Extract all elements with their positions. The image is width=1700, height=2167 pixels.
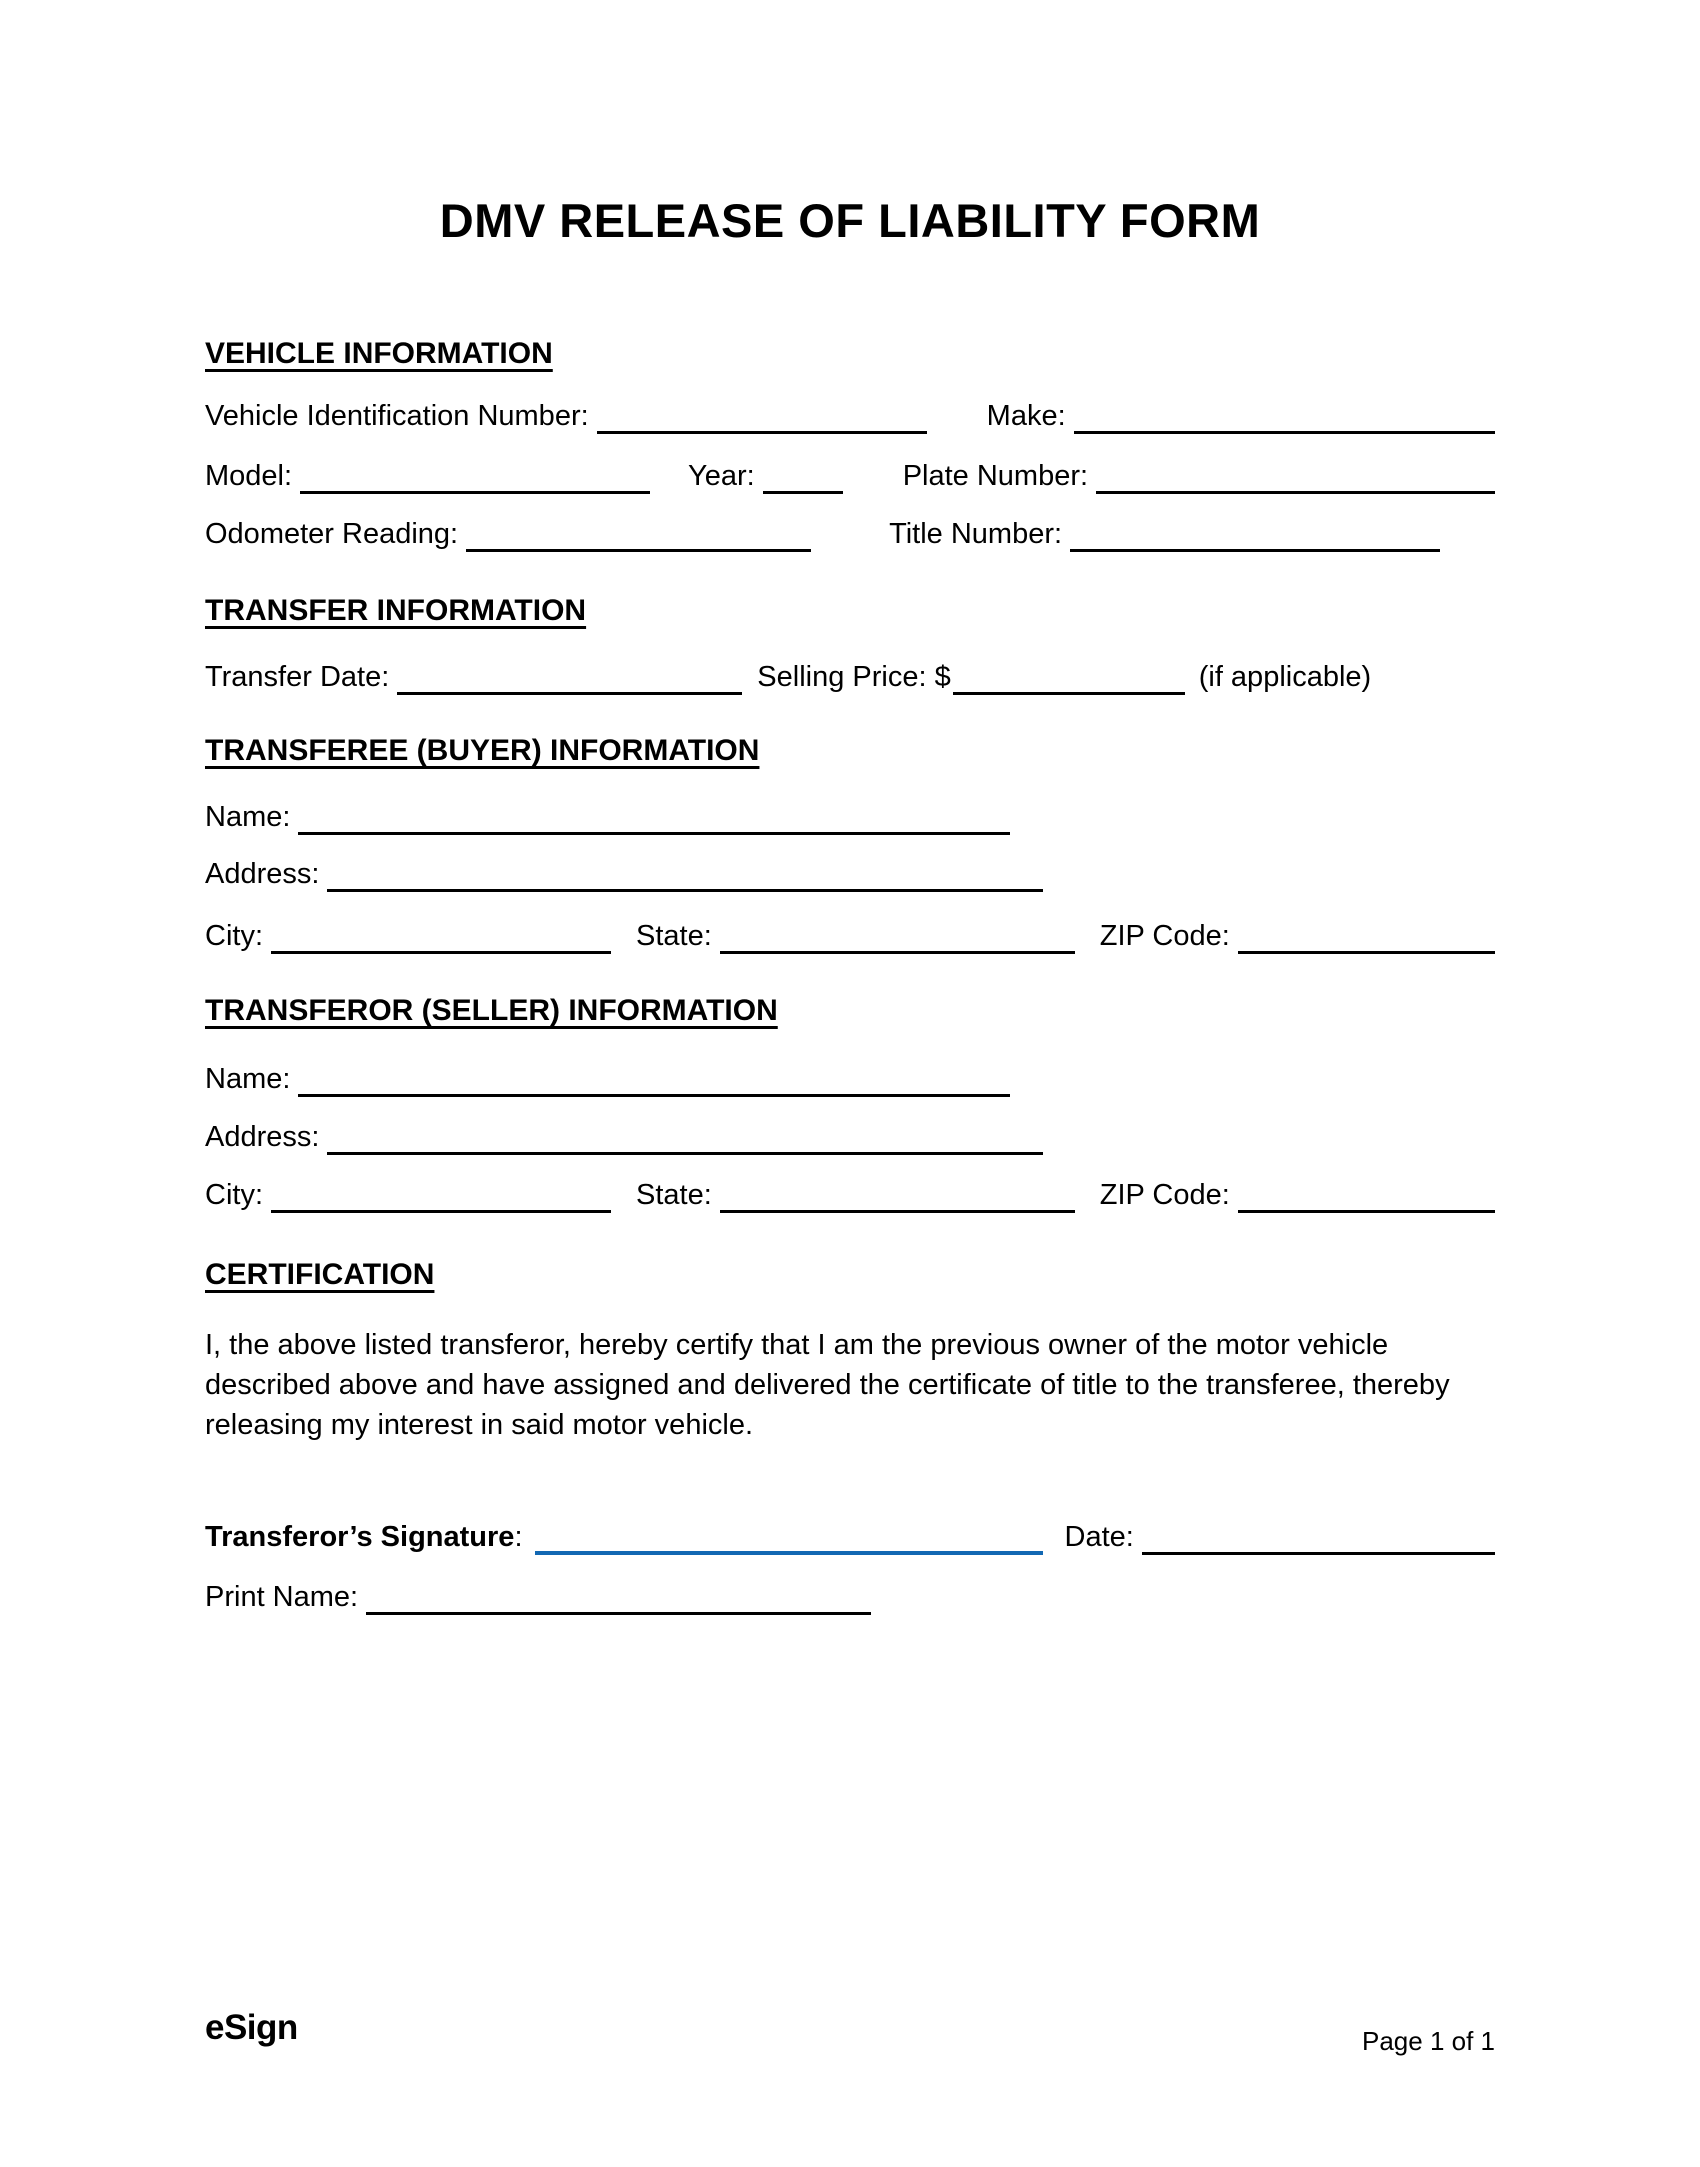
- title-number-label: Title Number:: [889, 518, 1063, 550]
- buyer-state-blank: [720, 943, 1075, 954]
- selling-price-note: (if applicable): [1198, 661, 1372, 693]
- signature-row: [205, 1519, 1495, 1555]
- vehicle-row-2: [205, 458, 1495, 494]
- vehicle-info-heading: VEHICLE INFORMATION: [205, 337, 553, 370]
- print-name-blank: [366, 1604, 871, 1615]
- buyer-zip-label: ZIP Code:: [1099, 920, 1230, 952]
- seller-state-blank: [720, 1202, 1075, 1213]
- seller-name-blank: [298, 1086, 1010, 1097]
- vehicle-row-3: [205, 516, 1495, 552]
- model-blank: [300, 483, 650, 494]
- year-label: Year:: [688, 460, 755, 492]
- odometer-label: Odometer Reading:: [205, 518, 459, 550]
- seller-city-row: [205, 1177, 1495, 1213]
- transfer-row: [205, 659, 1495, 695]
- transferor-signature-field[interactable]: [535, 1543, 1043, 1555]
- transferor-signature-colon: :: [514, 1521, 523, 1553]
- buyer-city-blank: [271, 943, 611, 954]
- selling-price-blank: [953, 684, 1185, 695]
- seller-name-label: Name:: [205, 1063, 291, 1095]
- odometer-blank: [466, 541, 811, 552]
- certification-heading: CERTIFICATION: [205, 1258, 435, 1291]
- seller-zip-label: ZIP Code:: [1099, 1179, 1230, 1211]
- transferor-signature-label: Transferor’s Signature: [205, 1521, 515, 1553]
- signature-date-label: Date:: [1064, 1521, 1134, 1553]
- print-name-row: [205, 1579, 1495, 1615]
- buyer-state-label: State:: [636, 920, 712, 952]
- transfer-info-heading: TRANSFER INFORMATION: [205, 594, 587, 627]
- buyer-city-label: City:: [205, 920, 263, 952]
- seller-city-blank: [271, 1202, 611, 1213]
- transfer-date-label: Transfer Date:: [205, 661, 390, 693]
- buyer-name-row: [205, 799, 1495, 835]
- selling-price-label: Selling Price: $: [757, 661, 951, 693]
- year-blank: [763, 483, 843, 494]
- vin-blank: [597, 423, 927, 434]
- buyer-city-row: [205, 918, 1495, 954]
- buyer-name-label: Name:: [205, 801, 291, 833]
- signature-date-blank: [1142, 1544, 1495, 1555]
- buyer-address-row: [205, 856, 1495, 892]
- vin-label: Vehicle Identification Number:: [205, 400, 589, 432]
- make-blank: [1074, 423, 1495, 434]
- seller-state-label: State:: [636, 1179, 712, 1211]
- transfer-date-blank: [397, 684, 742, 695]
- buyer-address-label: Address:: [205, 858, 320, 890]
- seller-zip-blank: [1238, 1202, 1495, 1213]
- make-label: Make:: [986, 400, 1066, 432]
- title-number-blank: [1070, 541, 1440, 552]
- transferee-info-heading: TRANSFEREE (BUYER) INFORMATION: [205, 734, 760, 767]
- seller-address-row: [205, 1119, 1495, 1155]
- vehicle-row-1: [205, 398, 1495, 434]
- print-name-label: Print Name:: [205, 1581, 359, 1613]
- buyer-zip-blank: [1238, 943, 1495, 954]
- seller-address-label: Address:: [205, 1121, 320, 1153]
- certification-body: I, the above listed transferor, hereby certify that I am the previous owner of the motor vehicle described above and have assigned and delivered the certificate of title to the transferee, thereby releasing my interest in said motor vehicle.: [205, 1329, 1450, 1441]
- buyer-name-blank: [298, 824, 1010, 835]
- seller-city-label: City:: [205, 1179, 263, 1211]
- page-title: DMV RELEASE OF LIABILITY FORM: [439, 194, 1261, 247]
- plate-number-label: Plate Number:: [902, 460, 1089, 492]
- buyer-address-blank: [327, 881, 1043, 892]
- seller-name-row: [205, 1061, 1495, 1097]
- seller-address-blank: [327, 1144, 1043, 1155]
- plate-number-blank: [1096, 483, 1495, 494]
- transferor-info-heading: TRANSFEROR (SELLER) INFORMATION: [205, 994, 778, 1027]
- page-indicator: Page 1 of 1: [1362, 2026, 1495, 2056]
- esign-logo: eSign: [205, 2008, 298, 2047]
- model-label: Model:: [205, 460, 293, 492]
